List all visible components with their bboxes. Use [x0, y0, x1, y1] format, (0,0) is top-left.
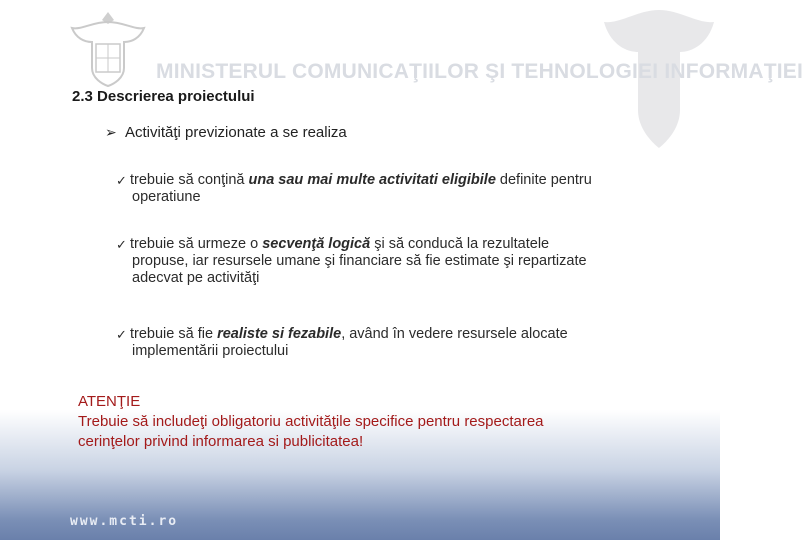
checkmark-icon: ✓ [116, 237, 127, 252]
item-text: definite pentru [495, 172, 592, 188]
footer-url: www.mcti.ro [70, 514, 179, 529]
item-continuation: adecvat pe activităţi [132, 270, 260, 286]
item-emphasis: secvenţă logică [262, 236, 371, 252]
item-text: trebuie să urmeze o [130, 236, 263, 252]
item-text: , având în vedere resursele alocate [341, 326, 568, 342]
list-item [116, 172, 716, 206]
checkmark-icon: ✓ [116, 327, 127, 342]
item-emphasis: realiste si fezabile [217, 326, 342, 342]
slide-title: 2.3 Descrierea proiectului [72, 88, 255, 105]
attention-heading: ATENŢIE [78, 393, 141, 410]
activities-bullet-text: Activităţi previzionate a se realiza [125, 124, 347, 141]
list-item [116, 326, 716, 360]
coat-of-arms-icon [62, 8, 154, 90]
item-text: şi să conducă la rezultatele [370, 236, 550, 252]
ministry-name: MINISTERUL COMUNICAŢIILOR ŞI TEHNOLOGIEI INFORMAŢIEI [156, 60, 803, 83]
item-emphasis: una sau mai multe activitati eligibile [248, 172, 496, 188]
list-item [116, 236, 716, 287]
arrow-bullet-icon: ➢ [105, 124, 117, 140]
attention-text: cerinţelor privind informarea si publicitatea! [78, 433, 364, 450]
attention-text: Trebuie să includeţi obligatoriu activităţile specifice pentru respectarea [78, 413, 544, 430]
checkmark-icon: ✓ [116, 173, 127, 188]
item-text: trebuie să fie [130, 326, 218, 342]
item-continuation: implementării proiectului [132, 343, 289, 359]
activities-bullet [105, 124, 347, 141]
attention-note [78, 392, 678, 452]
item-continuation: operatiune [132, 189, 201, 205]
item-continuation: propuse, iar resursele umane şi financiare să fie estimate şi repartizate [132, 253, 587, 269]
item-text: trebuie să conţină [130, 172, 249, 188]
